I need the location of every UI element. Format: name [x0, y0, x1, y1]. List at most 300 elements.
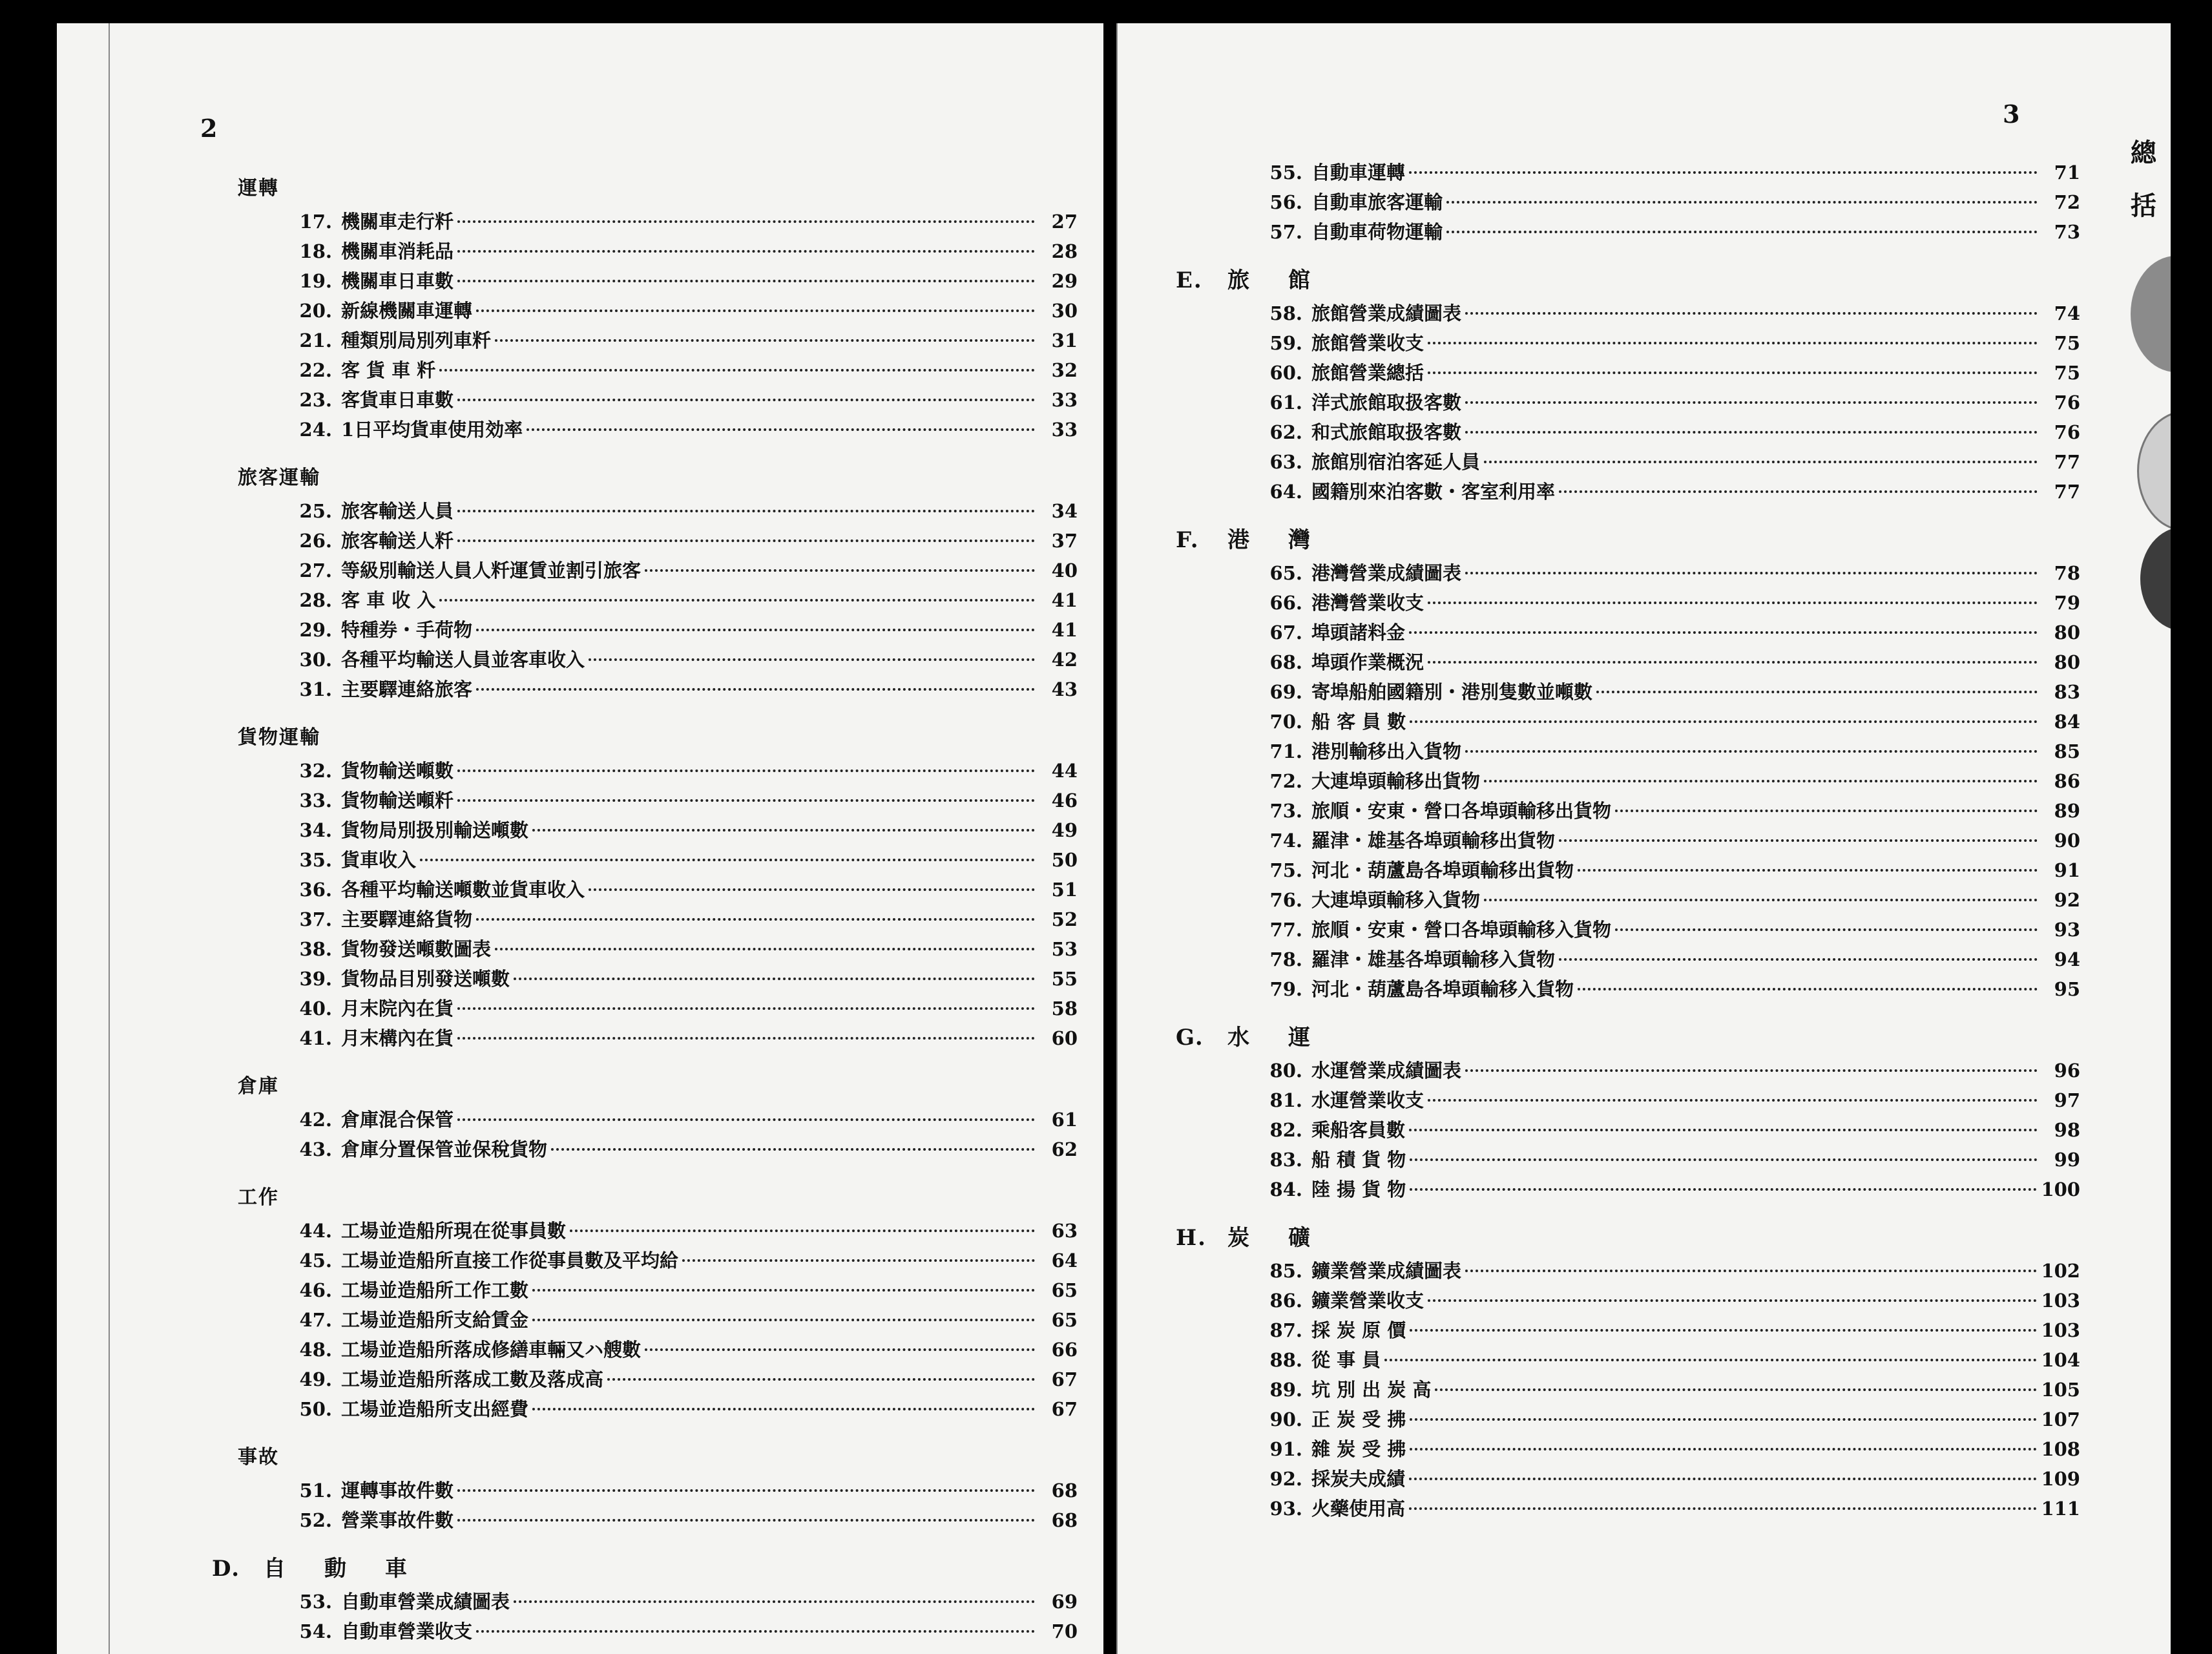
entry-page: 76: [2054, 392, 2080, 414]
entry-page: 98: [2054, 1119, 2080, 1141]
entry-number: 73.: [1269, 800, 1302, 822]
section-title: 旅館: [1227, 267, 1349, 293]
entry-title: 旅館營業收支: [1311, 332, 1424, 354]
dot-leader: [1410, 1448, 2037, 1450]
entry-title: 倉庫分置保管並保稅貨物: [341, 1138, 548, 1160]
entry-page: 42: [1051, 649, 1078, 671]
section-title: 貨物運輸: [238, 726, 320, 749]
entry-number: 65.: [1269, 562, 1302, 584]
toc-entry: [1176, 737, 2080, 766]
toc-entry: [212, 1335, 1078, 1365]
toc-entry: [1176, 558, 2080, 588]
dot-leader: [457, 399, 1035, 401]
binding-gutter: [1116, 23, 1118, 1654]
entry-title: 貨物輸送噸數: [341, 760, 454, 782]
toc-entry: [212, 1105, 1078, 1135]
dot-leader: [457, 280, 1035, 282]
dot-leader: [1596, 691, 2038, 693]
dot-leader: [607, 1378, 1035, 1381]
entry-number: 29.: [299, 619, 332, 641]
toc-entry: [212, 756, 1078, 786]
dot-leader: [457, 1489, 1035, 1492]
dot-leader: [1409, 1507, 2037, 1510]
entry-number: 20.: [299, 300, 332, 322]
entry-number: 18.: [299, 240, 332, 262]
entry-page: 29: [1051, 270, 1078, 292]
entry-page: 80: [2054, 622, 2080, 644]
section-heading: [1176, 1020, 2080, 1056]
toc-entry: [1176, 328, 2080, 358]
dot-leader: [645, 569, 1035, 572]
page-number: 3: [2003, 99, 2020, 129]
entry-number: 59.: [1269, 332, 1302, 354]
toc-entry: [212, 1587, 1078, 1617]
entry-title: 船 客 員 數: [1311, 711, 1406, 733]
entry-title: 雜 炭 受 拂: [1311, 1438, 1406, 1460]
entry-page: 96: [2054, 1060, 2080, 1082]
toc-section: [212, 1069, 1078, 1164]
dot-leader: [457, 1118, 1035, 1121]
entry-page: 90: [2054, 830, 2080, 852]
entry-page: 68: [1051, 1480, 1078, 1502]
dot-leader: [1465, 431, 2038, 434]
entry-title: 月末構內在貨: [341, 1027, 454, 1049]
section-title: 工作: [238, 1186, 279, 1209]
dot-leader: [1384, 1359, 2037, 1361]
section-title: 運轉: [238, 177, 279, 200]
entry-title: 貨物局別扱別輸送噸數: [341, 819, 529, 841]
entry-page: 77: [2054, 481, 2080, 503]
entry-number: 55.: [1269, 162, 1302, 183]
toc-entry: [1176, 945, 2080, 974]
toc-entry: [212, 1305, 1078, 1335]
dot-leader: [1409, 1478, 2037, 1480]
entry-page: 50: [1051, 849, 1078, 871]
entry-number: 93.: [1269, 1498, 1302, 1520]
entry-title: 主要驛連絡貨物: [341, 908, 473, 930]
toc-entry: [212, 1023, 1078, 1053]
toc-entry: [1176, 707, 2080, 737]
section-title: 倉庫: [238, 1075, 279, 1098]
entry-title: 旅館別宿泊客延人員: [1311, 451, 1481, 473]
entry-title: 貨物輸送噸粁: [341, 790, 454, 811]
dot-leader: [457, 769, 1035, 772]
section-title: 炭礦: [1227, 1225, 1349, 1251]
entry-page: 75: [2054, 332, 2080, 354]
entry-number: 41.: [299, 1027, 332, 1049]
entry-page: 95: [2054, 978, 2080, 1000]
entry-title: 旅順・安東・營口各埠頭輸移入貨物: [1311, 919, 1612, 941]
dot-leader: [457, 250, 1035, 253]
entry-page: 85: [2054, 740, 2080, 762]
entry-number: 26.: [299, 530, 332, 552]
entry-title: 客 車 收 入: [341, 589, 436, 611]
dot-leader: [532, 1408, 1035, 1410]
toc-entry: [212, 266, 1078, 296]
section-letter: H.: [1176, 1225, 1207, 1251]
entry-title: 鑛業營業成績圖表: [1311, 1260, 1462, 1282]
entry-title: 洋式旅館取扱客數: [1311, 392, 1462, 414]
entry-number: 43.: [299, 1138, 332, 1160]
toc-entry: [1176, 187, 2080, 217]
left-page: [57, 23, 1103, 1654]
entry-number: 36.: [299, 879, 332, 901]
toc-entry: [1176, 855, 2080, 885]
entry-page: 41: [1051, 589, 1078, 611]
entry-number: 30.: [299, 649, 332, 671]
entry-page: 65: [1051, 1279, 1078, 1301]
entry-page: 27: [1051, 211, 1078, 233]
entry-title: 機關車日車數: [341, 270, 454, 292]
page-number: 2: [200, 114, 218, 143]
entry-page: 70: [1051, 1620, 1078, 1642]
toc-entry: [212, 1275, 1078, 1305]
entry-page: 55: [1051, 968, 1078, 990]
section-letter: E.: [1176, 267, 1203, 293]
entry-number: 83.: [1269, 1149, 1302, 1171]
dot-leader: [532, 829, 1035, 832]
entry-title: 新線機關車運轉: [341, 300, 473, 322]
entry-title: 客 貨 車 粁: [341, 359, 436, 381]
entry-number: 54.: [299, 1620, 332, 1642]
section-heading: [212, 1069, 1078, 1105]
entry-page: 52: [1051, 908, 1078, 930]
toc-entry: [212, 236, 1078, 266]
entry-title: 各種平均輸送噸數並貨車收入: [341, 879, 585, 901]
dot-leader: [439, 599, 1035, 602]
dot-leader: [457, 510, 1035, 512]
toc-entry: [212, 526, 1078, 556]
entry-number: 61.: [1269, 392, 1302, 414]
toc-entry: [212, 645, 1078, 675]
entry-page: 111: [2041, 1498, 2080, 1520]
entry-title: 船 積 貨 物: [1311, 1149, 1406, 1171]
toc-entry: [1176, 1085, 2080, 1115]
entry-number: 42.: [299, 1109, 332, 1131]
dot-leader: [1559, 839, 2038, 842]
entry-number: 68.: [1269, 651, 1302, 673]
toc-entry: [1176, 974, 2080, 1004]
section-title: 港灣: [1227, 527, 1349, 553]
section-heading: [1176, 1220, 2080, 1256]
entry-page: 103: [2041, 1319, 2080, 1341]
table-of-contents: [1176, 158, 2080, 1539]
right-page: [1116, 23, 2171, 1654]
entry-title: 月末院內在貨: [341, 998, 454, 1020]
dot-leader: [1559, 958, 2038, 961]
entry-title: 特種券・手荷物: [341, 619, 473, 641]
toc-entry: [1176, 1315, 2080, 1345]
entry-page: 46: [1051, 790, 1078, 811]
toc-section: [212, 1180, 1078, 1424]
toc-entry: [212, 815, 1078, 845]
entry-number: 82.: [1269, 1119, 1302, 1141]
entry-page: 40: [1051, 560, 1078, 581]
toc-entry: [1176, 1464, 2080, 1494]
entry-number: 33.: [299, 790, 332, 811]
toc-entry: [212, 496, 1078, 526]
dot-leader: [420, 859, 1035, 861]
entry-number: 38.: [299, 938, 332, 960]
entry-title: 從 事 員: [1311, 1349, 1381, 1371]
dot-leader: [476, 1630, 1035, 1633]
entry-page: 33: [1051, 389, 1078, 411]
toc-entry: [1176, 1375, 2080, 1405]
entry-title: 港灣營業收支: [1311, 592, 1424, 614]
entry-number: 35.: [299, 849, 332, 871]
entry-number: 25.: [299, 500, 332, 522]
entry-page: 78: [2054, 562, 2080, 584]
toc-section: [1176, 158, 2080, 247]
dot-leader: [1578, 869, 2038, 872]
dot-leader: [1409, 1129, 2038, 1131]
section-heading: [212, 171, 1078, 207]
entry-number: 81.: [1269, 1089, 1302, 1111]
toc-entry: [1176, 1145, 2080, 1175]
entry-page: 51: [1051, 879, 1078, 901]
dot-leader: [1409, 171, 2038, 174]
toc-entry: [212, 875, 1078, 905]
dot-leader: [1410, 720, 2038, 723]
toc-entry: [1176, 1256, 2080, 1286]
entry-number: 78.: [1269, 948, 1302, 970]
dot-leader: [1465, 312, 2038, 315]
toc-entry: [1176, 647, 2080, 677]
dot-leader: [1428, 1099, 2038, 1102]
entry-title: 羅津・雄基各埠頭輸移入貨物: [1311, 948, 1556, 970]
dot-leader: [589, 658, 1035, 661]
entry-title: 旅順・安東・營口各埠頭輸移出貨物: [1311, 800, 1612, 822]
entry-number: 87.: [1269, 1319, 1302, 1341]
section-letter: G.: [1176, 1025, 1204, 1051]
dot-leader: [495, 948, 1035, 950]
entry-number: 69.: [1269, 681, 1302, 703]
section-heading: [1176, 522, 2080, 558]
dot-leader: [457, 220, 1035, 223]
entry-title: 旅館營業總括: [1311, 362, 1424, 384]
entry-title: 港別輸移出入貨物: [1311, 740, 1462, 762]
entry-page: 73: [2054, 221, 2080, 243]
entry-title: 陸 揚 貨 物: [1311, 1178, 1406, 1200]
dot-leader: [476, 309, 1035, 312]
entry-number: 56.: [1269, 191, 1302, 213]
entry-page: 67: [1051, 1368, 1078, 1390]
dot-leader: [1410, 1329, 2037, 1332]
entry-page: 77: [2054, 451, 2080, 473]
entry-title: 河北・葫蘆島各埠頭輸移出貨物: [1311, 859, 1574, 881]
entry-title: 倉庫混合保管: [341, 1109, 454, 1131]
toc-entry: [212, 964, 1078, 994]
toc-entry: [212, 585, 1078, 615]
toc-entry: [212, 1394, 1078, 1424]
toc-entry: [212, 994, 1078, 1023]
entry-page: 37: [1051, 530, 1078, 552]
entry-page: 58: [1051, 998, 1078, 1020]
dot-leader: [457, 799, 1035, 802]
entry-number: 39.: [299, 968, 332, 990]
dot-leader: [439, 369, 1035, 372]
section-letter: D.: [212, 1556, 241, 1582]
entry-page: 97: [2054, 1089, 2080, 1111]
toc-entry: [1176, 447, 2080, 477]
entry-title: 工場並造船所工作工數: [341, 1279, 529, 1301]
toc-section: [212, 1439, 1078, 1535]
entry-page: 67: [1051, 1398, 1078, 1420]
dot-leader: [532, 1319, 1035, 1321]
toc-entry: [1176, 1175, 2080, 1204]
entry-page: 66: [1051, 1339, 1078, 1361]
entry-title: 正 炭 受 拂: [1311, 1408, 1406, 1430]
entry-title: 自動車荷物運輸: [1311, 221, 1443, 243]
entry-number: 53.: [299, 1591, 332, 1613]
dot-leader: [514, 978, 1035, 980]
toc-entry: [1176, 1345, 2080, 1375]
entry-title: 工場並造船所直接工作從事員數及平均給: [341, 1250, 679, 1272]
entry-page: 44: [1051, 760, 1078, 782]
entry-page: 100: [2041, 1178, 2080, 1200]
entry-number: 49.: [299, 1368, 332, 1390]
entry-number: 60.: [1269, 362, 1302, 384]
entry-number: 62.: [1269, 421, 1302, 443]
index-tab-marker: [2140, 527, 2171, 631]
entry-number: 70.: [1269, 711, 1302, 733]
entry-number: 88.: [1269, 1349, 1302, 1371]
entry-page: 63: [1051, 1220, 1078, 1242]
index-tab-marker: [2137, 411, 2171, 531]
dot-leader: [457, 1519, 1035, 1522]
entry-page: 34: [1051, 500, 1078, 522]
dot-leader: [476, 918, 1035, 921]
entry-title: 種類別局別列車粁: [341, 330, 492, 351]
entry-number: 28.: [299, 589, 332, 611]
entry-title: 貨物品目別發送噸數: [341, 968, 510, 990]
entry-page: 65: [1051, 1309, 1078, 1331]
entry-page: 93: [2054, 919, 2080, 941]
toc-entry: [1176, 826, 2080, 855]
entry-title: 工場並造船所落成修繕車輛又ハ艘數: [341, 1339, 642, 1361]
entry-title: 河北・葫蘆島各埠頭輸移入貨物: [1311, 978, 1574, 1000]
toc-entry: [212, 1135, 1078, 1164]
section-title: 自動車: [264, 1556, 446, 1582]
entry-page: 41: [1051, 619, 1078, 641]
entry-title: 水運營業成績圖表: [1311, 1060, 1462, 1082]
entry-title: 旅客輸送人粁: [341, 530, 454, 552]
entry-number: 23.: [299, 389, 332, 411]
entry-page: 105: [2041, 1379, 2080, 1401]
toc-entry: [212, 1365, 1078, 1394]
dot-leader: [1435, 1388, 2037, 1391]
entry-page: 92: [2054, 889, 2080, 911]
toc-section: [212, 460, 1078, 704]
entry-page: 69: [1051, 1591, 1078, 1613]
entry-title: 採炭夫成績: [1311, 1468, 1406, 1490]
toc-entry: [1176, 388, 2080, 417]
entry-page: 102: [2041, 1260, 2080, 1282]
entry-number: 86.: [1269, 1290, 1302, 1312]
entry-number: 24.: [299, 419, 332, 441]
dot-leader: [457, 1007, 1035, 1010]
dot-leader: [1410, 1188, 2037, 1191]
entry-title: 自動車旅客運輸: [1311, 191, 1443, 213]
entry-number: 90.: [1269, 1408, 1302, 1430]
entry-number: 44.: [299, 1220, 332, 1242]
toc-entry: [212, 415, 1078, 445]
entry-title: 大連埠頭輸移入貨物: [1311, 889, 1481, 911]
section-heading: [212, 1180, 1078, 1216]
entry-number: 31.: [299, 678, 332, 700]
dot-leader: [1578, 988, 2038, 990]
entry-title: 機關車走行粁: [341, 211, 454, 233]
entry-page: 79: [2054, 592, 2080, 614]
entry-title: 鑛業營業收支: [1311, 1290, 1424, 1312]
entry-number: 47.: [299, 1309, 332, 1331]
entry-page: 107: [2041, 1408, 2080, 1430]
entry-page: 91: [2054, 859, 2080, 881]
entry-title: 貨物發送噸數圖表: [341, 938, 492, 960]
entry-number: 48.: [299, 1339, 332, 1361]
entry-title: 運轉事故件數: [341, 1480, 454, 1502]
toc-entry: [212, 385, 1078, 415]
entry-number: 89.: [1269, 1379, 1302, 1401]
entry-page: 71: [2054, 162, 2080, 183]
entry-title: 營業事故件數: [341, 1509, 454, 1531]
dot-leader: [1484, 899, 2038, 901]
entry-page: 49: [1051, 819, 1078, 841]
section-heading: [212, 1551, 1078, 1587]
toc-entry: [212, 845, 1078, 875]
entry-number: 40.: [299, 998, 332, 1020]
section-heading: [212, 1439, 1078, 1476]
entry-title: 自動車營業成績圖表: [341, 1591, 510, 1613]
entry-title: 乘船客員數: [1311, 1119, 1406, 1141]
entry-number: 27.: [299, 560, 332, 581]
entry-title: 工場並造船所現在從事員數: [341, 1220, 567, 1242]
dot-leader: [1615, 928, 2038, 931]
entry-title: 國籍別來泊客數・客室利用率: [1311, 481, 1556, 503]
entry-number: 34.: [299, 819, 332, 841]
dot-leader: [476, 629, 1035, 631]
section-title: 旅客運輸: [238, 466, 320, 489]
dot-leader: [1615, 810, 2038, 812]
entry-title: 工場並造船所落成工數及落成高: [341, 1368, 604, 1390]
entry-page: 30: [1051, 300, 1078, 322]
entry-page: 108: [2041, 1438, 2080, 1460]
toc-entry: [212, 326, 1078, 355]
toc-entry: [1176, 477, 2080, 507]
entry-title: 工場並造船所支出經費: [341, 1398, 529, 1420]
entry-page: 84: [2054, 711, 2080, 733]
toc-entry: [212, 1246, 1078, 1275]
entry-title: 採 炭 原 價: [1311, 1319, 1406, 1341]
entry-number: 17.: [299, 211, 332, 233]
dot-leader: [570, 1230, 1035, 1232]
entry-number: 37.: [299, 908, 332, 930]
entry-title: 水運營業收支: [1311, 1089, 1424, 1111]
entry-page: 83: [2054, 681, 2080, 703]
entry-page: 74: [2054, 302, 2080, 324]
side-tab-label: 總括: [2131, 138, 2156, 221]
entry-page: 86: [2054, 770, 2080, 792]
toc-entry: [212, 905, 1078, 934]
entry-number: 46.: [299, 1279, 332, 1301]
dot-leader: [1484, 780, 2038, 782]
entry-title: 機關車消耗品: [341, 240, 454, 262]
entry-number: 92.: [1269, 1468, 1302, 1490]
entry-number: 50.: [299, 1398, 332, 1420]
section-heading: [212, 720, 1078, 756]
toc-entry: [212, 1216, 1078, 1246]
dot-leader: [532, 1289, 1035, 1292]
